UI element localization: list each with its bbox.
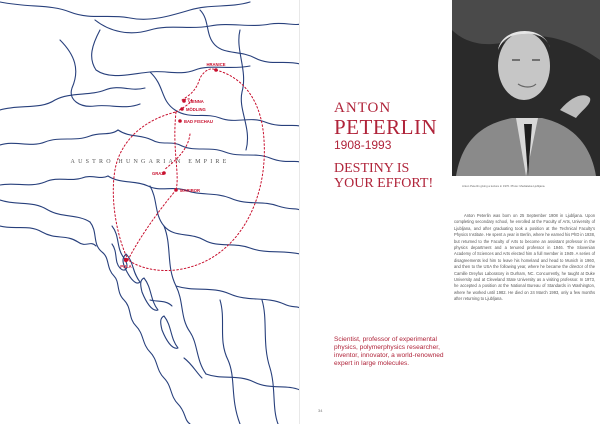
border-line <box>118 130 182 146</box>
border-line <box>185 190 300 210</box>
border-line <box>164 226 206 374</box>
motto <box>334 161 454 191</box>
life-years: 1908-1993 <box>334 138 392 152</box>
border-line <box>60 40 140 107</box>
first-name: ANTON <box>334 100 392 116</box>
portrait-photo <box>452 0 600 176</box>
city-label: BAD FISCHAU <box>184 119 213 124</box>
border-line <box>239 30 248 150</box>
border-line <box>200 10 300 64</box>
title-block <box>334 100 454 191</box>
border-line <box>0 200 90 222</box>
photo-caption: Anton Peterlin giving a lecture in 1970. Photo: Mediateka Ljubljana. <box>462 184 546 188</box>
border-line <box>206 374 300 390</box>
border-line <box>150 72 300 126</box>
border-line <box>262 300 278 424</box>
motto-line: DESTINY IS <box>334 161 410 176</box>
city-label: VIENNA <box>188 99 204 104</box>
biography-text: Anton Peterlin was born on 25 September 1908 in Ljubljana. Upon completing secondary school, he enrolled at the Faculty of Arts, University of Ljubljana, and after graduating took a position at the Technical Faculty's Physics Institute. He spent a year in Berlin, where he earned his PhD in 1938, but returned to the Faculty of Arts to become an assistant professor in the physics department and a tenured professor in 1946. The Slovenian Academy of Sciences and Arts elected him a full member in 1949. A series of disagreements led him to leave his homeland and head to Munich in 1960, and then to the USA the following year, where he became the director of the Camille Dreyfus Laboratory in Durham, NC. Concurrently, he taught at Duke University and at Cleveland State University as a visiting professor. In 1973, he accepted a position at the National Bureau of Standards in Washington, where he worked until 1982. He died on 24 March 1993, only a few months after returning to Ljubljana. <box>454 213 595 302</box>
border-line <box>0 176 108 185</box>
border-line <box>176 286 300 308</box>
city-hranice <box>206 62 225 72</box>
city-markers <box>120 62 225 269</box>
city-bad-fischau <box>178 119 213 124</box>
empire-label: AUSTRO HUNGARIAN EMPIRE <box>70 159 230 165</box>
border-line <box>95 20 300 33</box>
portrait-illustration <box>452 0 600 176</box>
island-shape <box>141 278 158 310</box>
page-spine <box>299 0 300 424</box>
border-line <box>0 2 250 19</box>
island-shape <box>150 300 172 306</box>
city-graz <box>152 171 166 176</box>
route-line <box>175 112 177 190</box>
city-label: MARIBOR <box>180 188 201 193</box>
tagline: Scientist, professor of experimental physics, polymerphysics researcher, inventor, innovator, a world-renowned expert in large molecules. <box>334 336 444 367</box>
border-line <box>220 300 240 424</box>
last-name: PETERLIN <box>334 115 438 139</box>
city-label: HRANICE <box>206 62 226 67</box>
city-label: MÖDLING <box>186 107 206 112</box>
page-number: 34 <box>318 408 323 413</box>
border-line <box>108 176 185 190</box>
route-line <box>182 69 216 100</box>
border-line <box>0 130 118 145</box>
border-line <box>92 30 250 76</box>
city-label: GRAZ <box>152 171 164 176</box>
city-modling <box>180 107 206 112</box>
island-shape <box>161 316 178 348</box>
coastline <box>90 222 190 424</box>
coastline <box>0 226 96 246</box>
route-line <box>113 112 176 260</box>
motto-line: YOUR EFFORT! <box>334 176 434 191</box>
city-label: PULA <box>120 264 132 269</box>
